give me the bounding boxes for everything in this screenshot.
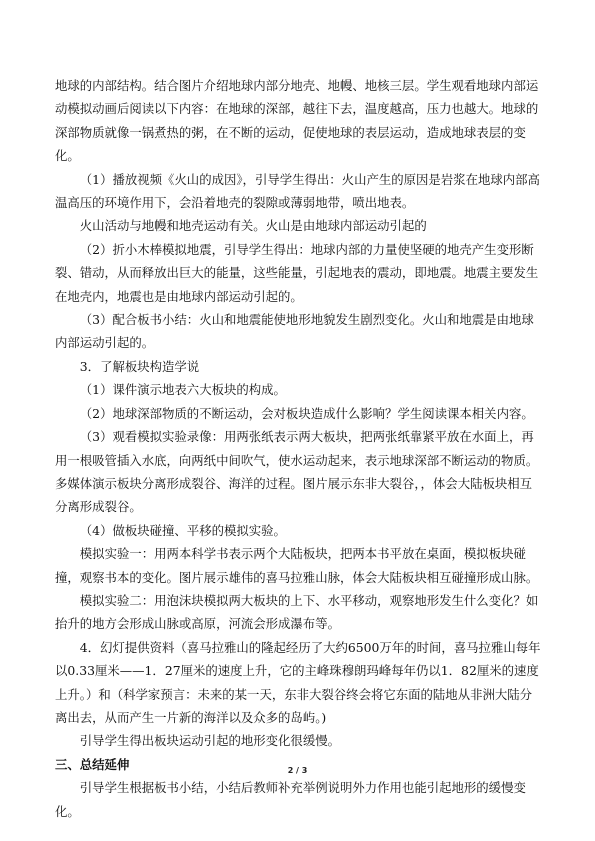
paragraph-summary-extension: 引导学生根据板书小结，小结后教师补充举例说明外力作用也能引起地形的缓慢变化。 [55,780,526,819]
paragraph-experiment-two: 模拟实验二：用泡沫块模拟两大板块的上下、水平移动，观察地形发生什么变化？如抬升的地方会形成山脉或高原，河流会形成瀑布等。 [55,592,539,632]
paragraph-slow-change: 引导学生得出板块运动引起的地形变化很缓慢。 [79,733,340,749]
paragraph-volcano-video: （1）播放视频《火山的成因》，引导学生得出：火山产生的原因是岩浆在地球内部高温高压的环境作用下，会沿着地壳的裂隙或薄弱地带，喷出地表。 [55,171,540,211]
paragraph-six-plates: （1）课件演示地表六大板块的构成。 [79,382,286,398]
paragraph-plate-question: （2）地球深部物质的不断运动，会对板块造成什么影响？学生阅读课本相关内容。 [79,405,534,421]
paragraph-slide-materials: 4．幻灯提供资料（喜马拉雅山的隆起经历了大约6500万年的时间，喜马拉雅山每年以0.33厘米——1．27厘米的速度上升，它的主峰珠穆朗玛峰每年仍以1．82厘米的速度上升。）和（科学家预言：未来的某一天，东非大裂谷终会将它东面的陆地从非洲大陆分离出去，从而产生一片新的海洋以及众多的岛屿。) [55,639,541,725]
paragraph-simulation-video: （3）观看模拟实验录像：用两张纸表示两大板块，把两张纸靠紧平放在水面上，再用一根吸管插入水底，向两纸中间吹气，使水运动起来，表示地球深部不断运动的物质。多媒体演示板块分离形成裂谷、海洋的过程。图片展示东非大裂谷，，体会大陆板块相互分离形成裂谷。 [55,429,539,515]
paragraph-volcano-summary: 火山活动与地幔和地壳运动有关。火山是由地球内部运动引起的 [79,218,427,234]
document-body [55,74,541,823]
paragraph-earthquake-simulation: （2）折小木棒模拟地震，引导学生得出：地球内部的力量使坚硬的地壳产生变形断裂、错动，从而释放出巨大的能量，这些能量，引起地表的震动，即地震。地震主要发生在地壳内，地震也是由地球内部运动引起的。 [55,241,539,304]
section-heading-plate-tectonics: 3．了解板块构造学说 [79,358,200,374]
section-heading-summary: 三、总结延伸 [55,756,130,772]
paragraph-earth-structure: 地球的内部结构。结合图片介绍地球内部分地壳、地幔、地核三层。学生观看地球内部运动模拟动画后阅读以下内容：在地球的深部，越往下去，温度越高，压力也越大。地球的深部物质就像一锅煮热的粥，在不断的运动，促使地球的表层运动，造成地球表层的变化。 [55,78,539,164]
paragraph-collision-experiment: （4）做板块碰撞、平移的模拟实验。 [79,522,286,538]
paragraph-experiment-one: 模拟实验一：用两本科学书表示两个大陆板块，把两本书平放在桌面，模拟板块碰撞，观察书本的变化。图片展示雄伟的喜马拉雅山脉，体会大陆板块相互碰撞形成山脉。 [55,546,539,585]
paragraph-blackboard-summary: （3）配合板书小结：火山和地震能使地形地貌发生剧烈变化。火山和地震是由地球内部运动引起的。 [55,312,534,351]
page-number: 2 / 3 [287,766,308,775]
